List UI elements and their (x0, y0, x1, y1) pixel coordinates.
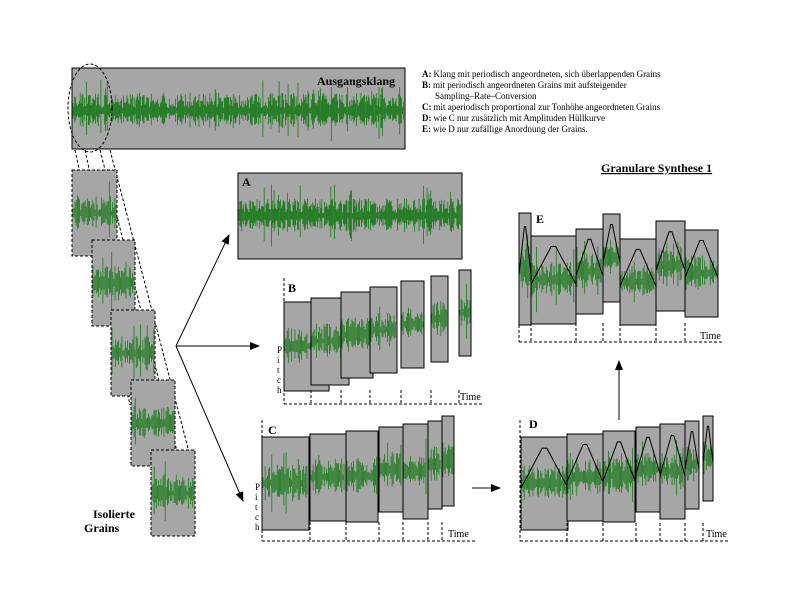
grain (521, 437, 568, 530)
panel-e-letter: E (536, 212, 545, 226)
grain (431, 276, 448, 362)
grain (401, 281, 424, 368)
legend-c: C: mit aperiodisch proportional zur Tonhöhe angeordneten Grains (422, 102, 661, 112)
isolated-grains (72, 150, 195, 536)
grain (346, 431, 378, 522)
panel-d-letter: D (529, 417, 538, 431)
panel-c-xlabel: Time (448, 529, 469, 540)
isolated-grain (151, 450, 195, 536)
legend-a: A: Klang mit periodisch angeordneten, sich überlappenden Grains (422, 69, 661, 79)
grain-box (660, 424, 685, 519)
panel-c-letter: C (268, 423, 277, 437)
grain (685, 230, 718, 317)
grain-box (521, 437, 568, 530)
grain (442, 416, 454, 506)
panel-e (519, 212, 724, 342)
grain (656, 221, 685, 311)
grain-box (403, 424, 428, 519)
panel-b-ylabel: P i t c h (277, 345, 283, 395)
source-sound (68, 64, 405, 152)
source-label: Ausgangsklang (317, 74, 396, 88)
isolated-grains-label: Isolierte Grains (84, 507, 135, 535)
grain (262, 437, 309, 530)
grain (341, 292, 373, 378)
panel-b-letter: B (288, 281, 297, 295)
panel-b-xlabel: Time (460, 392, 481, 403)
grain (660, 424, 685, 519)
panel-b (277, 270, 484, 404)
grain (379, 427, 403, 512)
panel-c-ylabel: P i t c h (255, 482, 261, 532)
grain (636, 427, 660, 512)
grain (603, 431, 635, 522)
grain (428, 421, 442, 509)
legend-d: D: wie C nur zusätzlich mit Amplituden Hüllkurve (422, 113, 605, 123)
grain (519, 213, 531, 325)
grain (459, 270, 471, 356)
grain (703, 416, 713, 501)
panel-a (238, 173, 462, 259)
panel-e-xlabel: Time (700, 331, 721, 342)
grain (620, 239, 656, 325)
grain-box (262, 437, 309, 530)
panel-c (255, 416, 476, 541)
grain (567, 434, 603, 521)
legend-e: E: wie D nur zufällige Anordnung der Grains. (422, 124, 588, 134)
grain (370, 287, 397, 373)
panel-a-letter: A (242, 175, 251, 189)
diagram-title: Granulare Synthese 1 (601, 161, 713, 175)
arrow-to-a (176, 235, 229, 346)
grain (531, 236, 576, 324)
legend-b: B: mit periodisch angeordneten Grains mit aufsteigender (422, 80, 627, 90)
legend-b-cont: Sampling–Rate–Conversion (435, 91, 537, 101)
grain (603, 214, 620, 302)
panel-d (520, 416, 730, 541)
grain (576, 229, 603, 314)
grain (310, 434, 346, 521)
panel-d-xlabel: Time (706, 529, 727, 540)
grain (685, 421, 699, 509)
grain (403, 424, 428, 519)
legend (422, 69, 661, 134)
